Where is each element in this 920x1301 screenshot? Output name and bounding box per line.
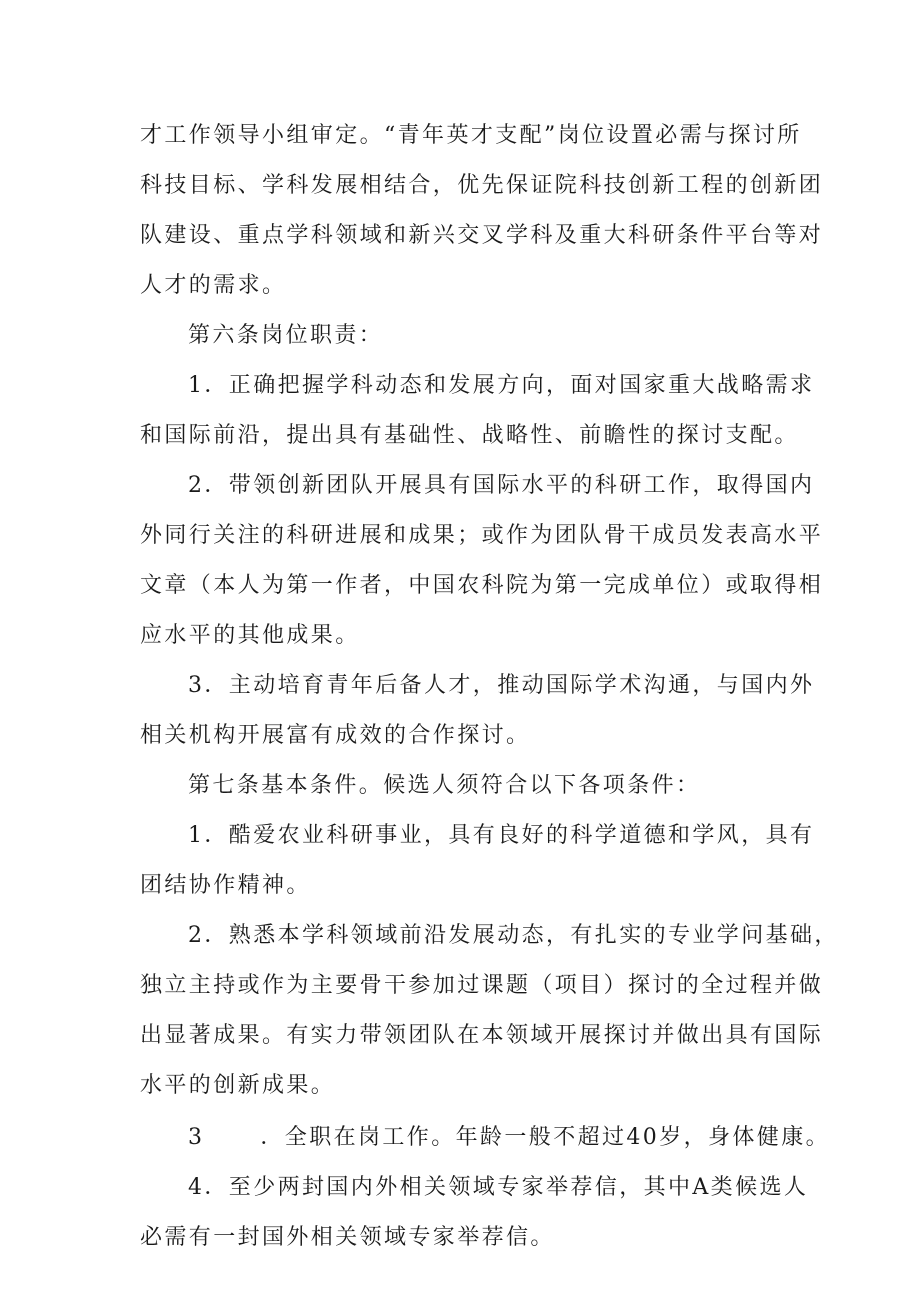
text-line: 应水平的其他成果。 — [140, 623, 360, 648]
item-3-number: 3 — [188, 1125, 205, 1150]
text-line: 必需有一封国外相关领域专家举荐信。 — [140, 1225, 555, 1250]
text-line: 出显著成果。有实力带领团队在本领域开展探讨并做出具有国际 — [140, 1023, 824, 1048]
text-line: 团结协作精神。 — [140, 873, 311, 898]
text-line: 和国际前沿，提出具有基础性、战略性、前瞻性的探讨支配。 — [140, 423, 799, 448]
text-line: 3．主动培育青年后备人才，推动国际学术沟通，与国内外 — [188, 673, 815, 698]
article-7-line — [188, 772, 700, 800]
article-6-heading: 第六条 — [188, 323, 262, 348]
item-3-line — [188, 1124, 830, 1152]
text-line: 人才的需求。 — [140, 273, 287, 298]
text-line: 相关机构开展富有成效的合作探讨。 — [140, 723, 531, 748]
text-line: 外同行关注的科研进展和成果；或作为团队骨干成员发表高水平 — [140, 523, 824, 548]
text-line: 1．酷爱农业科研事业，具有良好的科学道德和学风，具有 — [188, 823, 815, 848]
text-line: 2．熟悉本学科领域前沿发展动态，有扎实的专业学问基础， — [188, 923, 839, 948]
text-line: 2．带领创新团队开展具有国际水平的科研工作，取得国内 — [188, 473, 815, 498]
text-line: 水平的创新成果。 — [140, 1073, 336, 1098]
article-7-heading: 第七条 — [188, 773, 262, 798]
article-6-line — [188, 322, 383, 350]
text-line: 文章（本人为第一作者，中国农科院为第一完成单位）或取得相 — [140, 573, 824, 598]
text-line: 独立主持或作为主要骨干参加过课题（项目）探讨的全过程并做 — [140, 973, 824, 998]
text-line: 科技目标、学科发展相结合，优先保证院科技创新工程的创新团 — [140, 173, 824, 198]
text-line: 才工作领导小组审定。“青年英才支配”岗位设置必需与探讨所 — [140, 123, 802, 148]
text-line: 1．正确把握学科动态和发展方向，面对国家重大战略需求 — [188, 373, 815, 398]
text-line: 4．至少两封国内外相关领域专家举荐信，其中A类候选人 — [188, 1175, 809, 1200]
article-6-text: 岗位职责： — [261, 323, 384, 348]
article-7-text: 基本条件。候选人须符合以下各项条件： — [261, 773, 701, 798]
item-3-text: ．全职在岗工作。年龄一般不超过40岁，身体健康。 — [260, 1125, 831, 1150]
text-line: 队建设、重点学科领域和新兴交叉学科及重大科研条件平台等对 — [140, 223, 824, 248]
